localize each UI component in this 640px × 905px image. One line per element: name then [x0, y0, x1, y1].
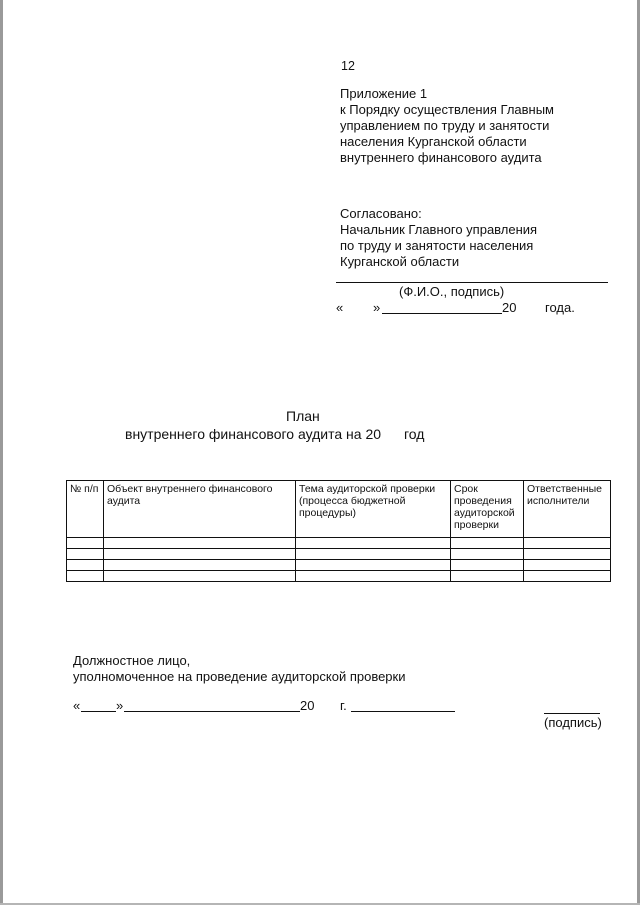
- table-cell: [451, 538, 524, 549]
- approval-line: по труду и занятости населения: [340, 238, 534, 253]
- table-cell: [67, 549, 104, 560]
- year-prefix: 20: [300, 698, 315, 713]
- table-cell: [67, 538, 104, 549]
- appendix-line: населения Курганской области: [340, 134, 527, 149]
- table-cell: [524, 560, 611, 571]
- scan-edge-left: [0, 0, 3, 905]
- page-number: 12: [341, 59, 355, 73]
- table-cell: [296, 538, 451, 549]
- date-close-quote: »: [373, 300, 381, 315]
- table-cell: [451, 549, 524, 560]
- column-header-responsible: Ответственные исполнители: [524, 481, 611, 538]
- table-cell: [296, 560, 451, 571]
- plan-title: План: [286, 408, 320, 424]
- signature-caption: (подпись): [544, 715, 602, 730]
- column-header-topic: Тема аудиторской проверки (процесса бюджетной процедуры): [296, 481, 451, 538]
- table-cell: [67, 571, 104, 582]
- table-header-row: [67, 481, 611, 538]
- table-cell: [104, 571, 296, 582]
- date-open-quote: «: [336, 300, 344, 315]
- plan-subtitle-end: год: [404, 426, 425, 442]
- year-suffix: г.: [340, 698, 347, 713]
- date-open-quote: «: [73, 698, 81, 713]
- year-prefix: 20: [502, 300, 517, 315]
- column-header-number: № п/п: [67, 481, 104, 538]
- table-cell: [104, 538, 296, 549]
- table-cell: [67, 560, 104, 571]
- name-line: [351, 711, 455, 712]
- date-line: [382, 313, 502, 314]
- table-cell: [296, 549, 451, 560]
- column-header-object: Объект внутреннего финансового аудита: [104, 481, 296, 538]
- table-row: [67, 549, 611, 560]
- appendix-line: Приложение 1: [340, 86, 428, 101]
- table-cell: [296, 571, 451, 582]
- plan-subtitle: внутреннего финансового аудита на 20: [125, 426, 382, 442]
- appendix-line: к Порядку осуществления Главным: [340, 102, 554, 117]
- table-cell: [524, 549, 611, 560]
- appendix-line: управлением по труду и занятости: [340, 118, 550, 133]
- signature-line: [336, 282, 608, 283]
- official-line: уполномоченное на проведение аудиторской проверки: [73, 669, 406, 684]
- month-line: [124, 711, 300, 712]
- approval-title: Согласовано:: [340, 206, 422, 221]
- table-cell: [451, 571, 524, 582]
- table-cell: [524, 571, 611, 582]
- year-suffix: года.: [545, 300, 575, 315]
- table-cell: [104, 560, 296, 571]
- appendix-line: внутреннего финансового аудита: [340, 150, 542, 165]
- table-cell: [451, 560, 524, 571]
- approval-line: Начальник Главного управления: [340, 222, 538, 237]
- signature-caption: (Ф.И.О., подпись): [399, 284, 505, 299]
- audit-plan-table: [66, 480, 611, 582]
- column-header-deadline: Срок проведения аудиторской проверки: [451, 481, 524, 538]
- table-cell: [104, 549, 296, 560]
- table-row: [67, 560, 611, 571]
- day-line: [81, 711, 116, 712]
- table-row: [67, 538, 611, 549]
- official-line: Должностное лицо,: [73, 653, 191, 668]
- table-row: [67, 571, 611, 582]
- date-close-quote: »: [116, 698, 124, 713]
- signature-line: [544, 713, 600, 714]
- table-cell: [524, 538, 611, 549]
- approval-line: Курганской области: [340, 254, 460, 269]
